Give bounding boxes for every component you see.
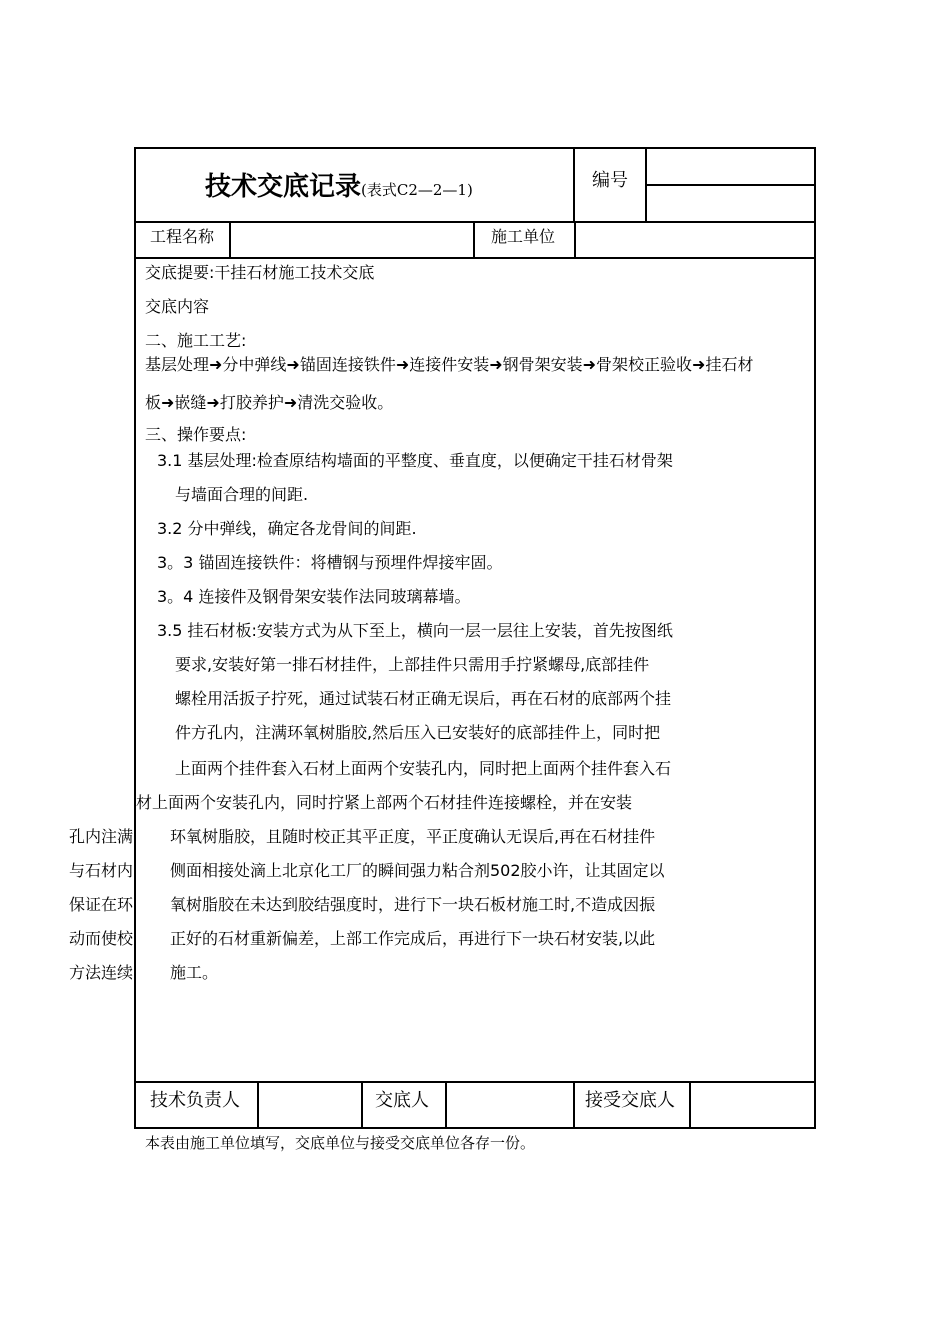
content-heading: 交底内容 [145,297,210,316]
form-note: 本表由施工单位填写，交底单位与接受交底单位各存一份。 [145,1134,536,1152]
info-bottom-line [134,257,816,259]
form-title [205,170,473,207]
point-3-5-line-2: 要求,安装好第一排石材挂件，上部挂件只需用手拧紧螺母,底部挂件 [175,655,650,674]
number-label: 编号 [592,170,628,191]
header-bottom-line [134,221,816,223]
presenter-label: 交底人 [375,1090,429,1111]
presenter-field[interactable] [448,1084,572,1126]
form-code: (表式C2—2—1) [361,181,473,199]
number-field-2[interactable] [648,187,813,220]
point-3-1-line-2: 与墙面合理的间距. [175,485,309,504]
footer-divider-4 [573,1081,575,1129]
tech-lead-label: 技术负责人 [150,1090,240,1111]
point-3-2: 3.2 分中弹线，确定各龙骨间的间距. [157,519,417,538]
footer-top-line [134,1081,816,1083]
tech-lead-field[interactable] [260,1084,360,1126]
project-name-label: 工程名称 [150,227,215,246]
point-3-5-line-7: 环氧树脂胶，且随时校正其平正度，平正度确认无误后,再在石材挂件 [170,827,656,846]
point-3-5-line-9-overflow: 保证在环 [69,895,134,914]
project-name-field[interactable] [232,224,472,256]
footer-divider-1 [257,1081,259,1129]
footer-divider-5 [689,1081,691,1129]
point-3-5-line-3: 螺栓用活扳子拧死，通过试装石材正确无误后，再在石材的底部两个挂 [175,689,672,708]
point-3-5-line-1: 3.5 挂石材板:安装方式为从下至上，横向一层一层往上安装，首先按图纸 [157,621,673,640]
info-divider-2 [473,221,475,259]
point-3-1-line-1: 3.1 基层处理:检查原结构墙面的平整度、垂直度，以便确定干挂石材骨架 [157,451,673,470]
construction-unit-field[interactable] [577,224,813,256]
point-3-5-line-8-overflow: 与石材内 [69,861,134,880]
point-3-5-line-11-overflow: 方法连续 [69,963,134,982]
table-border-bottom [134,1127,816,1129]
construction-unit-label: 施工单位 [491,227,556,246]
point-3-3: 3。3 锚固连接铁件：将槽钢与预埋件焊接牢固。 [157,553,503,572]
point-3-5-line-5: 上面两个挂件套入石材上面两个安装孔内，同时把上面两个挂件套入石 [175,759,672,778]
section3-heading: 三、操作要点: [145,425,247,444]
number-inner-line [645,184,815,186]
number-field[interactable] [648,149,813,183]
point-3-5-line-11: 施工。 [170,963,219,982]
receiver-label: 接受交底人 [585,1090,675,1111]
summary-line: 交底提要:干挂石材施工技术交底 [145,263,375,282]
section2-heading: 二、施工工艺: [145,331,247,350]
point-3-5-line-8: 侧面相接处滴上北京化工厂的瞬间强力粘合剂502胶小许，让其固定以 [170,861,665,880]
table-border-right [814,147,816,1129]
point-3-5-line-7-overflow: 孔内注满 [69,827,134,846]
process-line-2: 板➜嵌缝➜打胶养护➜清洗交验收。 [145,393,394,412]
point-3-5-line-6: 材上面两个安装孔内，同时拧紧上部两个石材挂件连接螺栓，并在安装 [136,793,633,812]
header-divider [573,147,575,223]
footer-divider-3 [445,1081,447,1129]
process-line-1: 基层处理➜分中弹线➜锚固连接铁件➜连接件安装➜钢骨架安装➜骨架校正验收➜挂石材 [145,355,754,374]
point-3-5-line-10-overflow: 动而使校 [69,929,134,948]
receiver-field[interactable] [692,1084,813,1126]
point-3-5-line-4: 件方孔内，注满环氧树脂胶,然后压入已安装好的底部挂件上，同时把 [175,723,661,742]
info-divider-3 [574,221,576,259]
point-3-5-line-10: 正好的石材重新偏差，上部工作完成后，再进行下一块石材安装,以此 [170,929,656,948]
info-divider-1 [229,221,231,259]
table-border-left [134,147,136,1129]
point-3-5-line-9: 氧树脂胶在未达到胶结强度时，进行下一块石板材施工时,不造成因振 [170,895,656,914]
footer-divider-2 [361,1081,363,1129]
point-3-4: 3。4 连接件及钢骨架安装作法同玻璃幕墙。 [157,587,471,606]
form-title-text: 技术交底记录 [205,172,362,202]
